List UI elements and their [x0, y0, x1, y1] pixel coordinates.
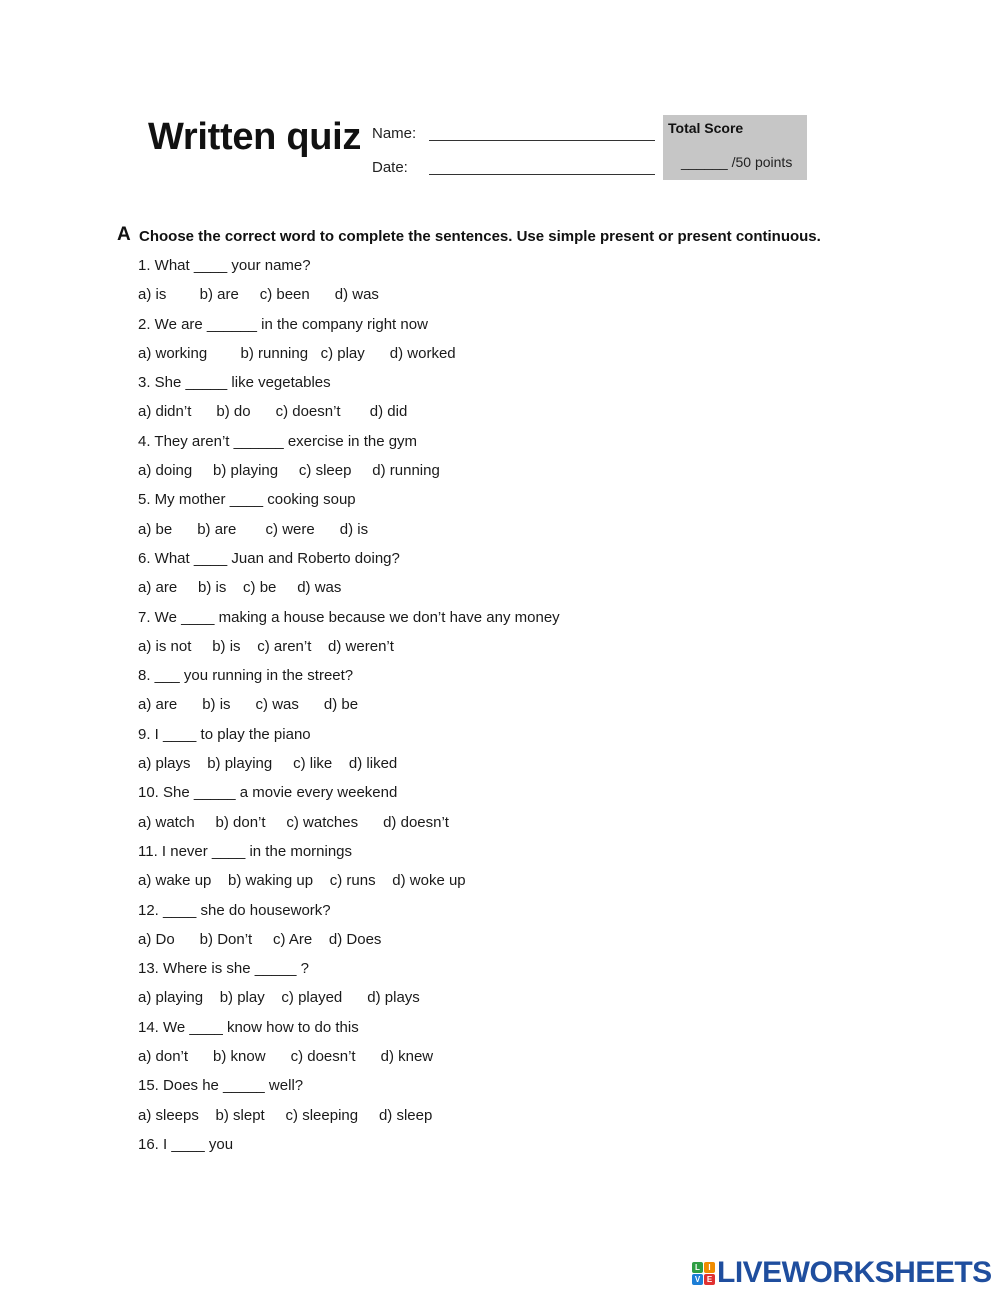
question-text: 14. We ____ know how to do this — [138, 1018, 359, 1036]
question-text: 13. Where is she _____ ? — [138, 960, 309, 978]
answer-options: a) is b) are c) been d) was — [138, 286, 379, 304]
question-text: 2. We are ______ in the company right now — [138, 315, 428, 333]
logo-badge-letter: I — [704, 1262, 715, 1273]
name-label: Name: — [372, 125, 417, 142]
question-text: 6. What ____ Juan and Roberto doing? — [138, 549, 400, 567]
total-score-title: Total Score — [668, 120, 744, 136]
liveworksheets-logo — [692, 1256, 992, 1290]
question-text: 5. My mother ____ cooking soup — [138, 491, 356, 509]
name-field[interactable] — [429, 140, 655, 141]
logo-badge-icon — [692, 1262, 715, 1285]
date-field[interactable] — [429, 174, 655, 175]
question-list — [138, 257, 560, 1165]
section-letter: A — [117, 224, 131, 245]
question-text: 7. We ____ making a house because we don’t have any money — [138, 608, 560, 626]
answer-options: a) plays b) playing c) like d) liked — [138, 755, 398, 773]
answer-options: a) working b) running c) play d) worked — [138, 344, 456, 362]
answer-options: a) are b) is c) was d) be — [138, 696, 359, 714]
answer-options: a) didn’t b) do c) doesn’t d) did — [138, 403, 408, 421]
total-score-box — [663, 115, 807, 180]
question-text: 12. ____ she do housework? — [138, 901, 331, 919]
question-text: 16. I ____ you — [138, 1135, 234, 1153]
logo-badge-letter: V — [692, 1274, 703, 1285]
answer-options: a) playing b) play c) played d) plays — [138, 989, 420, 1007]
question-text: 9. I ____ to play the piano — [138, 725, 311, 743]
question-text: 3. She _____ like vegetables — [138, 374, 331, 392]
question-text: 15. Does he _____ well? — [138, 1077, 304, 1095]
answer-options: a) are b) is c) be d) was — [138, 579, 342, 597]
question-text: 10. She _____ a movie every weekend — [138, 784, 398, 802]
answer-options: a) don’t b) know c) doesn’t d) knew — [138, 1048, 434, 1066]
answer-options: a) wake up b) waking up c) runs d) woke up — [138, 872, 466, 890]
total-score-points: ______ /50 points — [681, 154, 793, 170]
section-instructions: Choose the correct word to complete the sentences. Use simple present or present continuous. — [139, 228, 821, 245]
answer-options: a) is not b) is c) aren’t d) weren’t — [138, 637, 394, 655]
logo-badge-letter: E — [704, 1274, 715, 1285]
answer-options: a) be b) are c) were d) is — [138, 520, 369, 538]
logo-text: LIVEWORKSHEETS — [717, 1256, 992, 1289]
date-label: Date: — [372, 159, 408, 176]
logo-badge-letter: L — [692, 1262, 703, 1273]
page-title: Written quiz — [148, 116, 362, 158]
answer-options: a) doing b) playing c) sleep d) running — [138, 462, 440, 480]
question-text: 11. I never ____ in the mornings — [138, 842, 353, 860]
question-text: 1. What ____ your name? — [138, 257, 311, 274]
answer-options: a) Do b) Don’t c) Are d) Does — [138, 930, 382, 948]
answer-options: a) sleeps b) slept c) sleeping d) sleep — [138, 1106, 433, 1124]
answer-options: a) watch b) don’t c) watches d) doesn’t — [138, 813, 449, 831]
question-text: 4. They aren’t ______ exercise in the gym — [138, 432, 418, 450]
question-text: 8. ___ you running in the street? — [138, 667, 354, 685]
